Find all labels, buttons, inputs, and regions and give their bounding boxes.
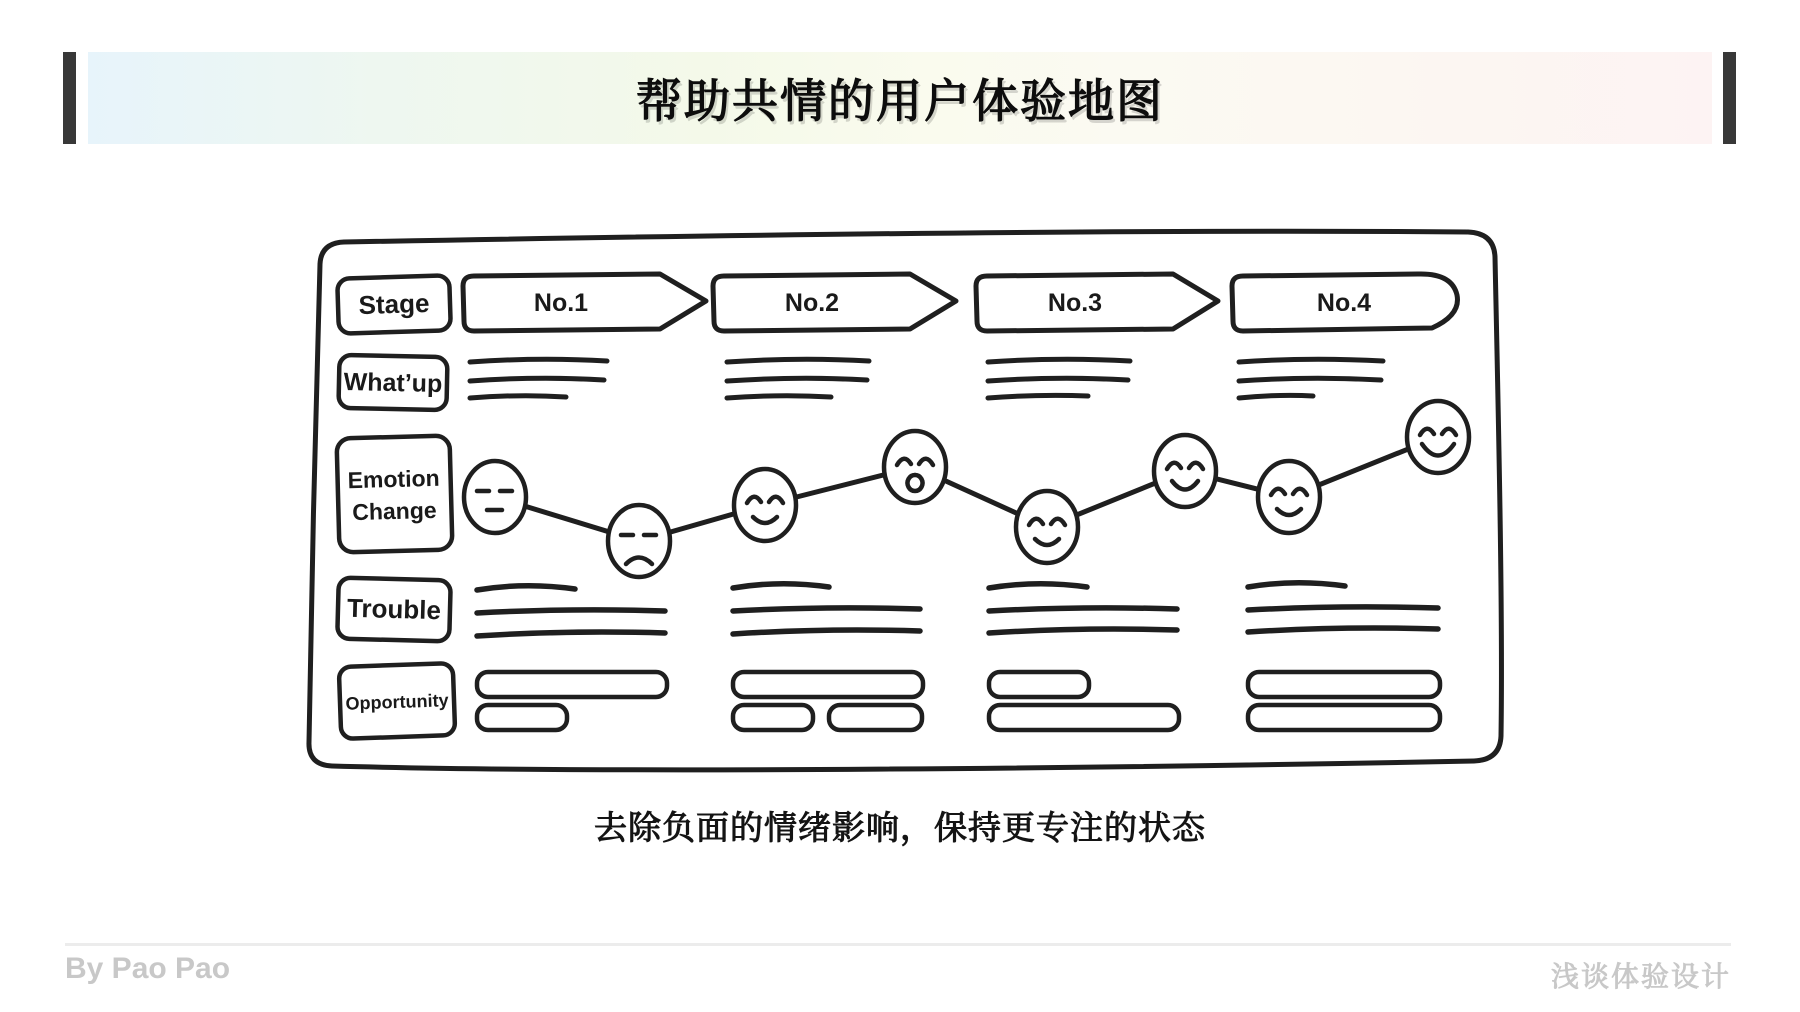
stage-banner-label: No.1 [533, 289, 589, 317]
note-line [477, 610, 665, 613]
face-outline [608, 505, 670, 577]
stage-banner-no2 [713, 274, 956, 331]
note-line [1239, 378, 1381, 381]
row-label-emotion-change [337, 436, 453, 553]
stage-banner-label: No.4 [1316, 289, 1372, 317]
opportunity-tag [477, 705, 567, 730]
caption-text: 去除负面的情绪影响，保持更专注的状态 [594, 809, 1206, 846]
row-label-stage [337, 275, 451, 333]
opportunity-tag [733, 705, 813, 730]
emotion-face-happy [1154, 435, 1216, 507]
opportunity-tag [1248, 672, 1440, 697]
row-label-trouble [337, 578, 451, 642]
stage-banner-no4 [1232, 274, 1457, 331]
opportunity-tag [733, 672, 923, 697]
opportunity-tag [989, 705, 1179, 730]
note-line [988, 378, 1128, 381]
note-line [988, 395, 1088, 398]
emotion-label-line1: Emotion [347, 464, 440, 494]
stage-banner-no3 [976, 274, 1218, 331]
opportunity-tag [989, 672, 1089, 697]
note-line [727, 396, 831, 398]
row-label-opportunity [339, 663, 455, 739]
trouble-label: Trouble [346, 592, 442, 626]
face-outline [1407, 401, 1469, 473]
stage-banner-label: No.3 [1047, 289, 1103, 317]
note-line [733, 608, 920, 611]
emotion-face-beaming [1407, 401, 1469, 473]
note-line [1239, 395, 1313, 398]
stage-banner-no1 [463, 274, 706, 331]
stage-banner-label: No.2 [784, 289, 840, 317]
opportunity-tag [1248, 705, 1440, 730]
stage-label: Stage [358, 287, 430, 321]
note-line [470, 359, 607, 362]
face-outline [1258, 461, 1320, 533]
emotion-face-sad [608, 505, 670, 577]
face-outline [734, 469, 796, 541]
emotion-label-line2: Change [351, 496, 437, 526]
opportunity-tag [829, 705, 922, 730]
emotion-label-box [337, 436, 453, 553]
emotion-face-content [1258, 461, 1320, 533]
face-outline [1016, 491, 1078, 563]
note-line [727, 378, 867, 381]
footer-brand: 浅谈体验设计 [1550, 961, 1731, 992]
emotion-face-content [734, 469, 796, 541]
emotion-face-content [1016, 491, 1078, 563]
note-line [470, 396, 566, 398]
note-line [727, 359, 869, 362]
opportunity-tag [477, 672, 667, 697]
row-label-whatup [338, 355, 447, 410]
footer-divider [65, 943, 1731, 946]
page-title: 帮助共情的用户体验地图 [636, 75, 1164, 127]
footer-author: By Pao Pao [65, 952, 231, 985]
face-outline [464, 461, 526, 533]
note-line [989, 608, 1177, 611]
whatup-label: What’up [343, 367, 443, 399]
note-line [988, 359, 1130, 362]
face-outline [1154, 435, 1216, 507]
note-line [1239, 359, 1383, 362]
note-line [1248, 607, 1438, 610]
note-line [470, 378, 604, 381]
emotion-face-wow [884, 431, 946, 503]
emotion-face-neutral [464, 461, 526, 533]
opportunity-label: Opportunity [345, 690, 449, 714]
